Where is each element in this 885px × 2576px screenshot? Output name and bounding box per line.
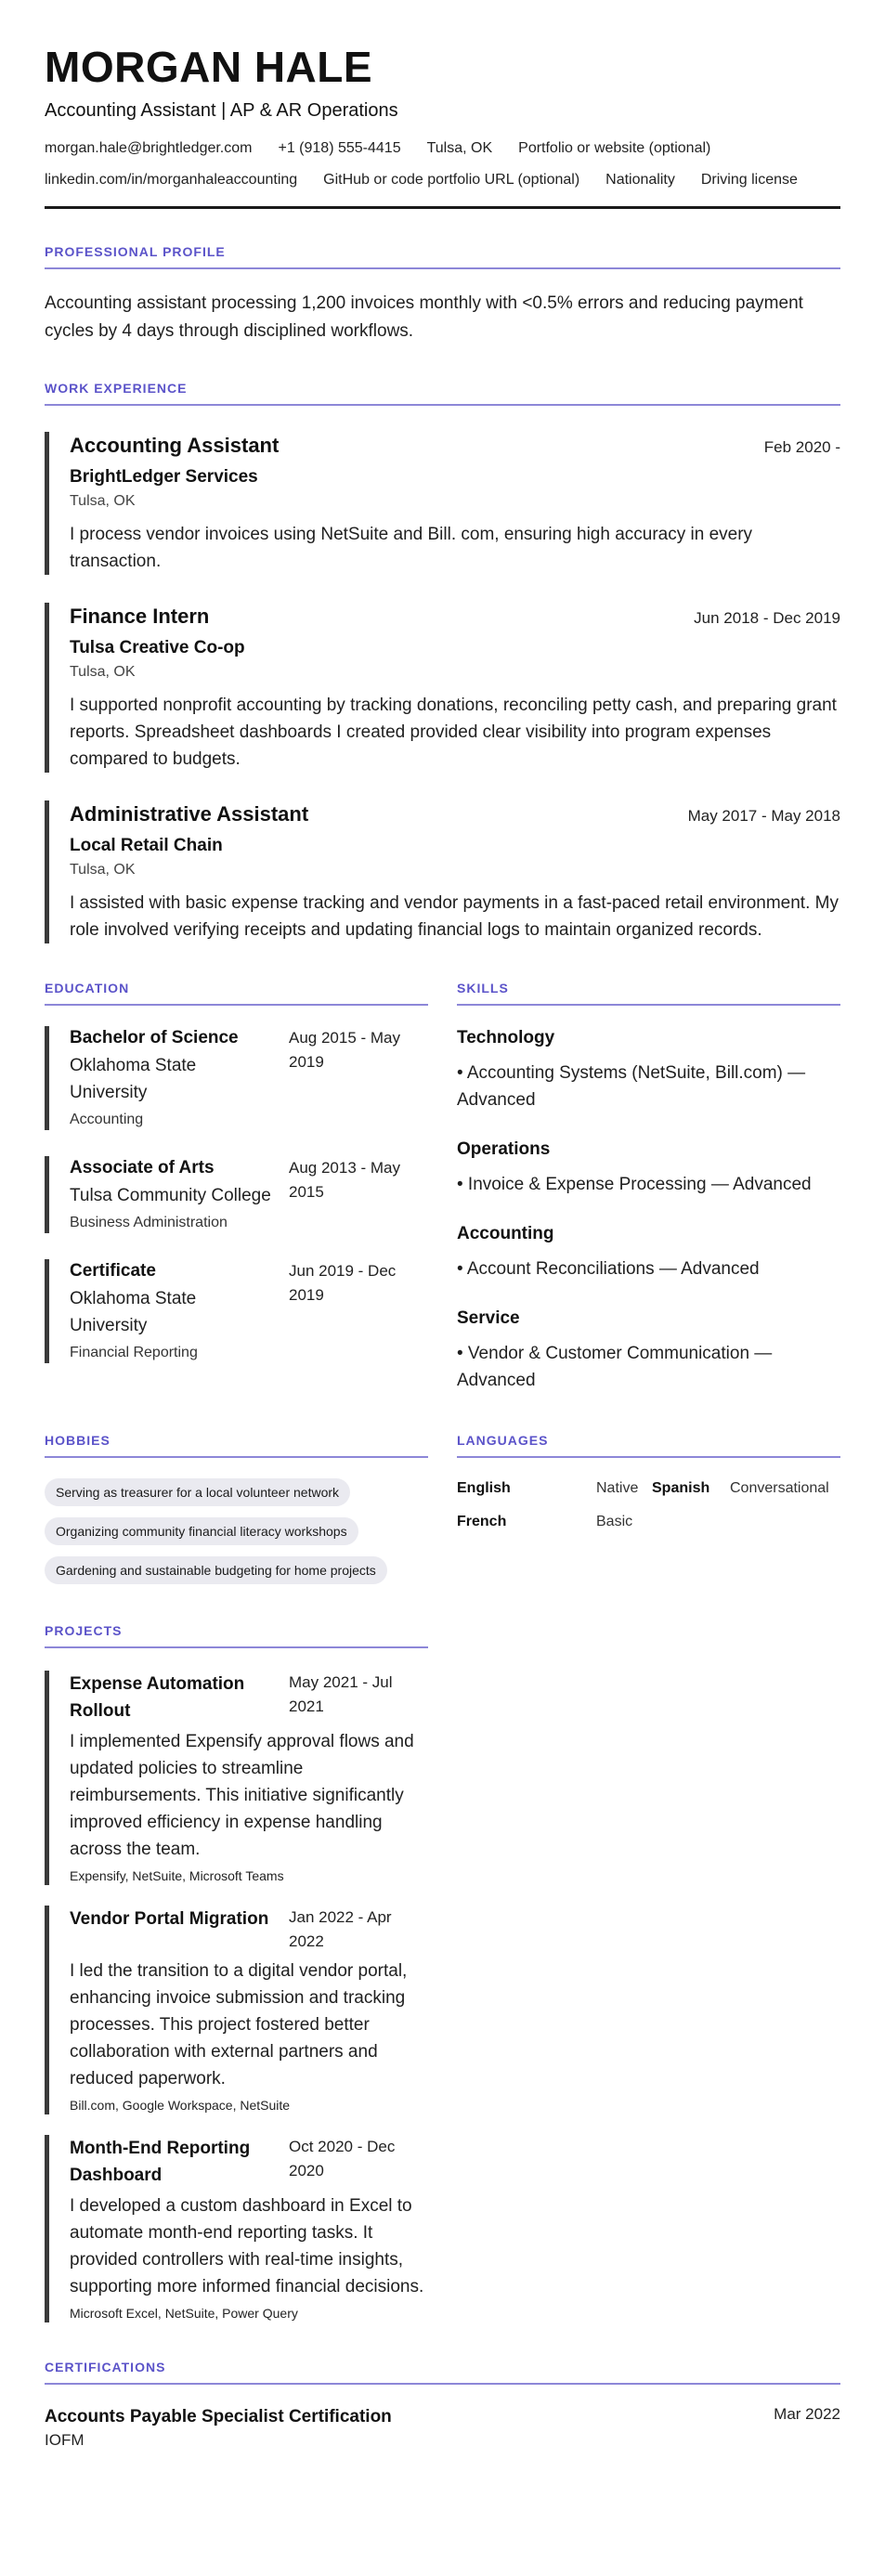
job-title: Administrative Assistant	[70, 802, 309, 826]
project-entry	[45, 1906, 428, 2114]
job-description: I process vendor invoices using NetSuite and Bill. com, ensuring high accuracy in every transaction.	[70, 525, 753, 571]
job-entry	[45, 603, 840, 773]
resume-header	[45, 41, 840, 209]
skill-category: Technology	[457, 1028, 555, 1047]
hobbies-languages-row	[45, 1433, 840, 1584]
certification-entry	[45, 2405, 840, 2452]
education-degree: Certificate	[70, 1261, 156, 1281]
languages-heading: LANGUAGES	[457, 1433, 840, 1458]
project-description: I developed a custom dashboard in Excel to automate month-end reporting tasks. It provided controllers with real-time insights, supporting more informed financial decisions.	[70, 2196, 424, 2296]
contact-linkedin[interactable]: linkedin.com/in/morganhaleaccounting	[45, 172, 298, 188]
languages-section	[457, 1433, 840, 1584]
project-description: I implemented Expensify approval flows and updated policies to streamline reimbursements. This initiative significantly improved efficiency in expense handling across the team.	[70, 1732, 414, 1859]
job-company: Tulsa Creative Co-op	[70, 638, 245, 657]
header-divider	[45, 206, 840, 209]
profile-summary: Accounting assistant processing 1,200 invoices monthly with <0.5% errors and reducing payment cycles by 4 days through disciplined workflows.	[45, 293, 803, 341]
education-skills-row	[45, 981, 840, 1394]
education-entry	[45, 1156, 428, 1233]
job-date: Jun 2018 - Dec 2019	[694, 609, 840, 627]
contact-portfolio[interactable]: Portfolio or website (optional)	[518, 140, 711, 156]
job-company: BrightLedger Services	[70, 467, 258, 487]
hobby-list	[45, 1478, 428, 1584]
project-title: Vendor Portal Migration	[70, 1909, 269, 1929]
education-field: Accounting	[70, 1112, 144, 1127]
certification-title: Accounts Payable Specialist Certification	[45, 2407, 392, 2426]
education-degree: Bachelor of Science	[70, 1028, 239, 1047]
language-level: Native	[596, 1480, 639, 1496]
projects-heading: PROJECTS	[45, 1623, 428, 1648]
language-name: French	[457, 1514, 507, 1529]
skill-item: • Accounting Systems (NetSuite, Bill.com) — Advanced	[457, 1063, 806, 1110]
candidate-headline: Accounting Assistant | AP & AR Operations	[45, 100, 398, 121]
project-tools: Expensify, NetSuite, Microsoft Teams	[70, 1868, 284, 1883]
job-entry	[45, 432, 840, 575]
project-title: Month-End Reporting Dashboard	[70, 2139, 251, 2185]
language-list	[457, 1478, 840, 1532]
education-entry	[45, 1026, 428, 1130]
education-school: Oklahoma State University	[70, 1289, 197, 1335]
job-title: Accounting Assistant	[70, 434, 280, 457]
language-level: Basic	[596, 1514, 633, 1529]
language-level: Conversational	[730, 1480, 829, 1496]
hobby-tag: Organizing community financial literacy workshops	[45, 1517, 358, 1545]
contact-location: Tulsa, OK	[426, 140, 493, 156]
contact-phone[interactable]: +1 (918) 555-4415	[278, 140, 401, 156]
language-name: Spanish	[652, 1480, 710, 1496]
candidate-name: MORGAN HALE	[45, 43, 373, 91]
education-field: Financial Reporting	[70, 1345, 198, 1360]
education-entry	[45, 1259, 428, 1363]
experience-heading: WORK EXPERIENCE	[45, 381, 840, 406]
profile-section	[45, 244, 840, 345]
project-date: May 2021 - Jul 2021	[289, 1673, 393, 1715]
skills-heading: SKILLS	[457, 981, 840, 1006]
skill-category: Service	[457, 1308, 520, 1328]
experience-section	[45, 381, 840, 943]
job-location: Tulsa, OK	[70, 664, 136, 680]
project-tools: Microsoft Excel, NetSuite, Power Query	[70, 2306, 298, 2321]
project-description: I led the transition to a digital vendor portal, enhancing invoice submission and tracking processes. This project fostered better collaboration with external partners and reduced paperwork.	[70, 1961, 408, 2088]
education-field: Business Administration	[70, 1215, 228, 1230]
project-date: Oct 2020 - Dec 2020	[289, 2138, 396, 2179]
job-entry	[45, 800, 840, 943]
hobby-tag: Gardening and sustainable budgeting for home projects	[45, 1556, 387, 1584]
hobbies-heading: HOBBIES	[45, 1433, 428, 1458]
certifications-heading: CERTIFICATIONS	[45, 2360, 840, 2385]
contact-github[interactable]: GitHub or code portfolio URL (optional)	[323, 172, 580, 188]
job-date: May 2017 - May 2018	[687, 807, 840, 825]
education-degree: Associate of Arts	[70, 1158, 215, 1177]
job-description: I assisted with basic expense tracking and vendor payments in a fast-paced retail environment. My role involved verifying receipts and updating financial logs to maintain organized records.	[70, 893, 839, 940]
hobbies-section	[45, 1433, 428, 1584]
contact-list	[45, 137, 840, 191]
profile-heading: PROFESSIONAL PROFILE	[45, 244, 840, 269]
skill-item: • Vendor & Customer Communication — Advanced	[457, 1344, 773, 1390]
projects-section	[45, 1623, 428, 2322]
contact-nationality: Nationality	[605, 172, 675, 188]
job-date: Feb 2020 -	[763, 438, 840, 456]
education-date: Aug 2013 - May 2015	[289, 1159, 401, 1201]
certifications-section	[45, 2360, 840, 2452]
skill-category: Operations	[457, 1139, 551, 1159]
contact-driving-license: Driving license	[700, 172, 798, 188]
project-date: Jan 2022 - Apr 2022	[289, 1908, 392, 1950]
project-tools: Bill.com, Google Workspace, NetSuite	[70, 2098, 291, 2113]
job-location: Tulsa, OK	[70, 862, 136, 878]
education-date: Aug 2015 - May 2019	[289, 1029, 401, 1071]
job-description: I supported nonprofit accounting by tracking donations, reconciling petty cash, and preparing grant reports. Spreadsheet dashboards I created provided clear visibility into program expenses compared to budgets.	[70, 696, 837, 769]
job-location: Tulsa, OK	[70, 493, 136, 509]
project-title: Expense Automation Rollout	[70, 1674, 245, 1721]
education-school: Tulsa Community College	[70, 1186, 271, 1205]
job-title: Finance Intern	[70, 605, 210, 628]
job-company: Local Retail Chain	[70, 836, 223, 855]
contact-email[interactable]: morgan.hale@brightledger.com	[45, 140, 253, 156]
education-section	[45, 981, 428, 1394]
education-school: Oklahoma State University	[70, 1056, 197, 1102]
certification-date: Mar 2022	[774, 2405, 840, 2423]
hobby-tag: Serving as treasurer for a local volunteer network	[45, 1478, 350, 1506]
education-heading: EDUCATION	[45, 981, 428, 1006]
language-name: English	[457, 1480, 511, 1496]
skill-item: • Account Reconciliations — Advanced	[457, 1259, 760, 1279]
project-entry	[45, 2135, 428, 2322]
education-date: Jun 2019 - Dec 2019	[289, 1262, 397, 1304]
skill-item: • Invoice & Expense Processing — Advanced	[457, 1175, 812, 1194]
certification-issuer: IOFM	[45, 2431, 85, 2449]
project-entry	[45, 1671, 428, 1885]
skills-section	[457, 981, 840, 1394]
skill-category: Accounting	[457, 1224, 554, 1243]
